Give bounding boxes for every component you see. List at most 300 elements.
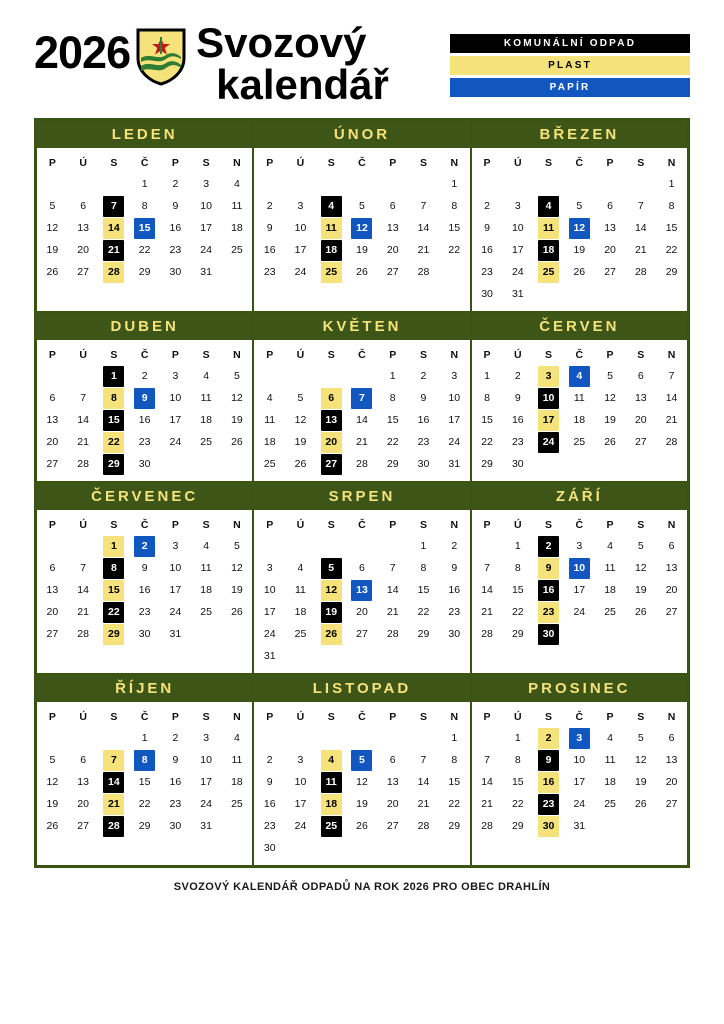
- day-cell: [533, 239, 564, 261]
- day-number: 28: [77, 627, 89, 640]
- collection-day-k: 14: [103, 772, 124, 793]
- day-number: 17: [294, 797, 307, 810]
- day-cell: [439, 749, 470, 771]
- week-row: [472, 239, 687, 261]
- day-number: 23: [138, 605, 151, 618]
- day-cell: [160, 771, 191, 793]
- empty-cell: [68, 365, 99, 387]
- day-number: 15: [481, 413, 493, 426]
- day-cell: [191, 409, 222, 431]
- day-cell: [37, 195, 68, 217]
- day-number: 25: [200, 605, 212, 618]
- day-cell: [439, 409, 470, 431]
- empty-cell: [347, 645, 378, 667]
- month-block: [253, 482, 470, 674]
- day-number: 16: [263, 797, 276, 810]
- weekday-header: S: [327, 711, 335, 723]
- day-cell: [377, 409, 408, 431]
- day-cell: [160, 217, 191, 239]
- empty-cell: [408, 727, 439, 749]
- day-cell: [472, 387, 503, 409]
- weekday-header: Ú: [79, 519, 87, 531]
- day-cell: [99, 815, 130, 837]
- month-calendar-table: [37, 514, 252, 645]
- day-number: 3: [172, 539, 179, 552]
- day-number: 18: [573, 413, 586, 426]
- empty-cell: [316, 645, 347, 667]
- day-number: 9: [514, 391, 521, 404]
- day-cell: [129, 793, 160, 815]
- day-cell: [160, 409, 191, 431]
- empty-cell: [625, 453, 656, 475]
- empty-cell: [595, 283, 626, 305]
- day-number: 22: [138, 243, 151, 256]
- collection-day-p: 20: [321, 432, 342, 453]
- weekday-header: P: [389, 711, 397, 723]
- day-cell: [533, 431, 564, 453]
- day-cell: [316, 239, 347, 261]
- weekday-header: S: [110, 711, 118, 723]
- year-label: 2026: [34, 27, 131, 78]
- day-number: 19: [356, 797, 368, 810]
- day-number: 3: [576, 539, 583, 552]
- month-block: [36, 312, 253, 482]
- collection-day-p: 3: [538, 366, 559, 387]
- day-cell: [99, 557, 130, 579]
- collection-day-a: 7: [351, 388, 372, 409]
- day-cell: [129, 727, 160, 749]
- empty-cell: [408, 173, 439, 195]
- day-cell: [191, 217, 222, 239]
- day-number: 16: [169, 221, 182, 234]
- collection-day-p: 7: [103, 750, 124, 771]
- month-block: [471, 312, 688, 482]
- day-number: 28: [481, 819, 493, 832]
- empty-cell: [254, 173, 285, 195]
- day-number: 20: [46, 605, 59, 618]
- day-cell: [656, 239, 687, 261]
- day-number: 22: [448, 243, 461, 256]
- week-row: [37, 579, 252, 601]
- day-cell: [533, 387, 564, 409]
- day-number: 3: [203, 731, 210, 744]
- day-number: 21: [386, 605, 399, 618]
- week-row: [37, 815, 252, 837]
- day-cell: [68, 601, 99, 623]
- collection-day-p: 8: [103, 388, 124, 409]
- day-number: 20: [46, 435, 59, 448]
- page-title: [196, 19, 389, 108]
- day-cell: [564, 431, 595, 453]
- day-cell: [595, 749, 626, 771]
- empty-cell: [191, 623, 222, 645]
- day-cell: [595, 793, 626, 815]
- day-cell: [99, 579, 130, 601]
- day-number: 6: [49, 561, 56, 574]
- day-number: 13: [46, 413, 59, 426]
- day-number: 31: [573, 819, 586, 832]
- day-number: 13: [386, 775, 399, 788]
- day-number: 22: [511, 605, 524, 618]
- empty-cell: [564, 623, 595, 645]
- collection-day-k: 8: [103, 558, 124, 579]
- day-cell: [191, 195, 222, 217]
- collection-day-k: 28: [103, 816, 124, 837]
- day-cell: [254, 837, 285, 859]
- day-cell: [222, 387, 253, 409]
- day-cell: [316, 409, 347, 431]
- collection-day-k: 10: [538, 388, 559, 409]
- week-row: [254, 793, 469, 815]
- day-number: 3: [451, 369, 458, 382]
- weekday-header: Ú: [79, 711, 87, 723]
- day-cell: [377, 431, 408, 453]
- day-number: 1: [389, 369, 396, 382]
- day-cell: [502, 623, 533, 645]
- day-number: 12: [356, 775, 368, 788]
- day-cell: [316, 579, 347, 601]
- day-cell: [68, 815, 99, 837]
- day-cell: [595, 261, 626, 283]
- day-cell: [99, 239, 130, 261]
- day-number: 14: [481, 775, 493, 788]
- day-number: 14: [665, 391, 678, 404]
- collection-day-a: 10: [569, 558, 590, 579]
- day-number: 31: [448, 457, 461, 470]
- day-cell: [99, 749, 130, 771]
- month-calendar-table: [472, 706, 687, 837]
- day-number: 5: [297, 391, 304, 404]
- week-row: [37, 195, 252, 217]
- day-number: 13: [77, 221, 89, 234]
- day-cell: [37, 601, 68, 623]
- collection-day-p: 18: [321, 794, 342, 815]
- day-cell: [564, 815, 595, 837]
- week-row: [472, 453, 687, 475]
- day-cell: [502, 771, 533, 793]
- day-cell: [129, 557, 160, 579]
- day-cell: [160, 239, 191, 261]
- day-number: 10: [263, 583, 276, 596]
- day-cell: [254, 623, 285, 645]
- day-number: 25: [294, 627, 307, 640]
- weekday-header: S: [419, 349, 427, 361]
- day-number: 17: [573, 775, 586, 788]
- weekday-header: P: [48, 711, 56, 723]
- weekday-header: S: [327, 519, 335, 531]
- day-number: 29: [138, 265, 151, 278]
- weekday-header: P: [606, 519, 614, 531]
- weekday-header: S: [419, 711, 427, 723]
- day-cell: [595, 727, 626, 749]
- day-cell: [625, 727, 656, 749]
- day-cell: [347, 815, 378, 837]
- collection-day-k: 18: [321, 240, 342, 261]
- day-cell: [316, 217, 347, 239]
- day-cell: [68, 261, 99, 283]
- month-calendar-table: [37, 152, 252, 283]
- day-number: 4: [607, 731, 613, 744]
- day-number: 26: [294, 457, 307, 470]
- week-row: [37, 261, 252, 283]
- empty-cell: [408, 837, 439, 859]
- day-cell: [316, 431, 347, 453]
- day-number: 19: [231, 583, 243, 596]
- day-cell: [564, 217, 595, 239]
- day-number: 2: [420, 369, 427, 382]
- empty-cell: [595, 173, 626, 195]
- day-cell: [408, 239, 439, 261]
- day-cell: [37, 387, 68, 409]
- day-number: 21: [77, 435, 89, 448]
- day-number: 22: [417, 605, 430, 618]
- day-cell: [37, 431, 68, 453]
- day-cell: [222, 557, 253, 579]
- day-cell: [160, 579, 191, 601]
- collection-day-k: 23: [538, 794, 559, 815]
- day-cell: [533, 771, 564, 793]
- legend-item-papir: PAPÍR: [450, 78, 690, 97]
- day-cell: [439, 579, 470, 601]
- empty-cell: [472, 727, 503, 749]
- day-number: 4: [607, 539, 613, 552]
- day-cell: [68, 771, 99, 793]
- weekday-header: P: [389, 519, 397, 531]
- day-number: 3: [514, 199, 521, 212]
- empty-cell: [316, 727, 347, 749]
- empty-cell: [37, 365, 68, 387]
- day-cell: [656, 535, 687, 557]
- day-cell: [129, 431, 160, 453]
- day-cell: [533, 815, 564, 837]
- month-title: BŘEZEN: [472, 121, 687, 148]
- day-number: 30: [169, 819, 182, 832]
- empty-cell: [595, 815, 626, 837]
- day-number: 15: [511, 775, 524, 788]
- day-number: 12: [231, 561, 243, 574]
- empty-cell: [99, 727, 130, 749]
- day-number: 26: [634, 797, 647, 810]
- day-cell: [502, 431, 533, 453]
- weekday-header: Č: [140, 519, 149, 531]
- day-number: 13: [665, 753, 678, 766]
- day-cell: [254, 645, 285, 667]
- empty-cell: [347, 837, 378, 859]
- week-row: [254, 771, 469, 793]
- day-cell: [502, 217, 533, 239]
- day-cell: [129, 195, 160, 217]
- empty-cell: [347, 173, 378, 195]
- day-number: 31: [511, 287, 524, 300]
- day-number: 26: [356, 265, 368, 278]
- day-cell: [472, 815, 503, 837]
- day-number: 29: [511, 627, 524, 640]
- day-cell: [285, 623, 316, 645]
- weekday-header: P: [266, 157, 274, 169]
- weekday-header: S: [545, 519, 553, 531]
- footer-text: SVOZOVÝ KALENDÁŘ ODPADŮ NA ROK 2026 PRO OBEC DRAHLÍN: [173, 881, 551, 893]
- day-cell: [625, 195, 656, 217]
- day-cell: [285, 815, 316, 837]
- day-number: 8: [141, 199, 148, 212]
- week-row: [254, 387, 469, 409]
- day-cell: [254, 261, 285, 283]
- empty-cell: [625, 173, 656, 195]
- day-number: 30: [417, 457, 430, 470]
- collection-day-p: 16: [538, 772, 559, 793]
- day-number: 12: [634, 753, 647, 766]
- month-block: [253, 674, 470, 866]
- month-block: [36, 120, 253, 312]
- day-cell: [160, 261, 191, 283]
- collection-day-a: 12: [351, 218, 372, 239]
- week-row: [254, 837, 469, 859]
- weekday-header: Ú: [296, 711, 305, 723]
- week-row: [254, 261, 469, 283]
- day-cell: [316, 623, 347, 645]
- weekday-header: N: [450, 711, 459, 723]
- day-cell: [129, 365, 160, 387]
- day-number: 26: [573, 265, 586, 278]
- month-calendar-table: [37, 706, 252, 837]
- day-cell: [222, 601, 253, 623]
- day-number: 17: [200, 775, 212, 788]
- day-cell: [502, 283, 533, 305]
- day-number: 26: [46, 819, 59, 832]
- day-cell: [377, 623, 408, 645]
- title-line-1: Svozový: [196, 19, 367, 66]
- day-cell: [595, 195, 626, 217]
- day-number: 13: [665, 561, 678, 574]
- day-cell: [285, 239, 316, 261]
- day-number: 9: [451, 561, 458, 574]
- day-cell: [285, 217, 316, 239]
- day-number: 6: [80, 199, 87, 212]
- day-cell: [285, 453, 316, 475]
- day-cell: [625, 217, 656, 239]
- collection-day-a: 5: [351, 750, 372, 771]
- weekday-header: P: [389, 157, 397, 169]
- day-number: 19: [634, 775, 647, 788]
- day-number: 18: [200, 583, 212, 596]
- day-cell: [408, 431, 439, 453]
- collection-day-k: 7: [103, 196, 124, 217]
- weekday-header: S: [545, 157, 553, 169]
- collection-day-p: 30: [538, 816, 559, 837]
- weekday-header: Č: [575, 519, 584, 531]
- empty-cell: [316, 535, 347, 557]
- day-cell: [377, 579, 408, 601]
- day-cell: [625, 365, 656, 387]
- day-cell: [533, 793, 564, 815]
- weekday-header: Č: [358, 349, 366, 361]
- empty-cell: [533, 283, 564, 305]
- day-cell: [408, 387, 439, 409]
- day-cell: [625, 535, 656, 557]
- empty-cell: [656, 815, 687, 837]
- day-number: 6: [49, 391, 56, 404]
- day-number: 3: [297, 753, 304, 766]
- week-row: [472, 749, 687, 771]
- day-number: 15: [417, 583, 430, 596]
- day-number: 8: [420, 561, 427, 574]
- month-title: SRPEN: [254, 483, 469, 510]
- day-number: 1: [514, 539, 521, 552]
- day-number: 26: [356, 819, 368, 832]
- collection-day-a: 2: [134, 536, 155, 557]
- day-cell: [254, 815, 285, 837]
- weekday-header: S: [637, 157, 645, 169]
- empty-cell: [656, 283, 687, 305]
- day-number: 7: [420, 199, 427, 212]
- day-cell: [191, 365, 222, 387]
- day-number: 18: [231, 221, 243, 234]
- day-cell: [656, 173, 687, 195]
- day-cell: [595, 239, 626, 261]
- collection-day-a: 3: [569, 728, 590, 749]
- day-number: 7: [484, 753, 490, 766]
- day-cell: [68, 431, 99, 453]
- day-number: 12: [634, 561, 647, 574]
- collection-day-p: 4: [321, 750, 342, 771]
- day-number: 28: [417, 819, 430, 832]
- day-number: 14: [77, 583, 89, 596]
- day-number: 11: [231, 199, 243, 212]
- day-number: 17: [573, 583, 586, 596]
- month-title: ZÁŘÍ: [472, 483, 687, 510]
- day-number: 21: [634, 243, 647, 256]
- day-number: 30: [481, 287, 493, 300]
- day-number: 6: [389, 753, 396, 766]
- weekday-header: S: [637, 711, 645, 723]
- day-number: 25: [200, 435, 212, 448]
- week-row: [37, 453, 252, 475]
- day-number: 8: [668, 199, 675, 212]
- day-cell: [377, 815, 408, 837]
- day-cell: [656, 579, 687, 601]
- empty-cell: [595, 623, 626, 645]
- day-number: 28: [634, 265, 647, 278]
- day-number: 31: [263, 649, 276, 662]
- month-block: [36, 482, 253, 674]
- month-calendar-table: [254, 152, 469, 283]
- weekday-header: Č: [575, 711, 584, 723]
- day-number: 4: [203, 539, 210, 552]
- day-cell: [656, 365, 687, 387]
- day-number: 7: [420, 753, 427, 766]
- day-cell: [533, 557, 564, 579]
- day-cell: [68, 239, 99, 261]
- weekday-header: S: [419, 157, 427, 169]
- day-cell: [377, 195, 408, 217]
- collection-day-p: 29: [103, 624, 124, 645]
- day-cell: [625, 749, 656, 771]
- month-calendar-table: [472, 344, 687, 475]
- day-number: 18: [604, 583, 616, 596]
- day-cell: [254, 239, 285, 261]
- day-number: 3: [203, 177, 210, 190]
- day-number: 11: [231, 753, 243, 766]
- empty-cell: [564, 453, 595, 475]
- day-number: 7: [484, 561, 490, 574]
- weekday-header: Ú: [513, 349, 522, 361]
- empty-cell: [222, 261, 253, 283]
- day-cell: [656, 195, 687, 217]
- day-cell: [564, 387, 595, 409]
- weekday-header: Ú: [513, 157, 522, 169]
- week-row: [472, 623, 687, 645]
- day-cell: [99, 771, 130, 793]
